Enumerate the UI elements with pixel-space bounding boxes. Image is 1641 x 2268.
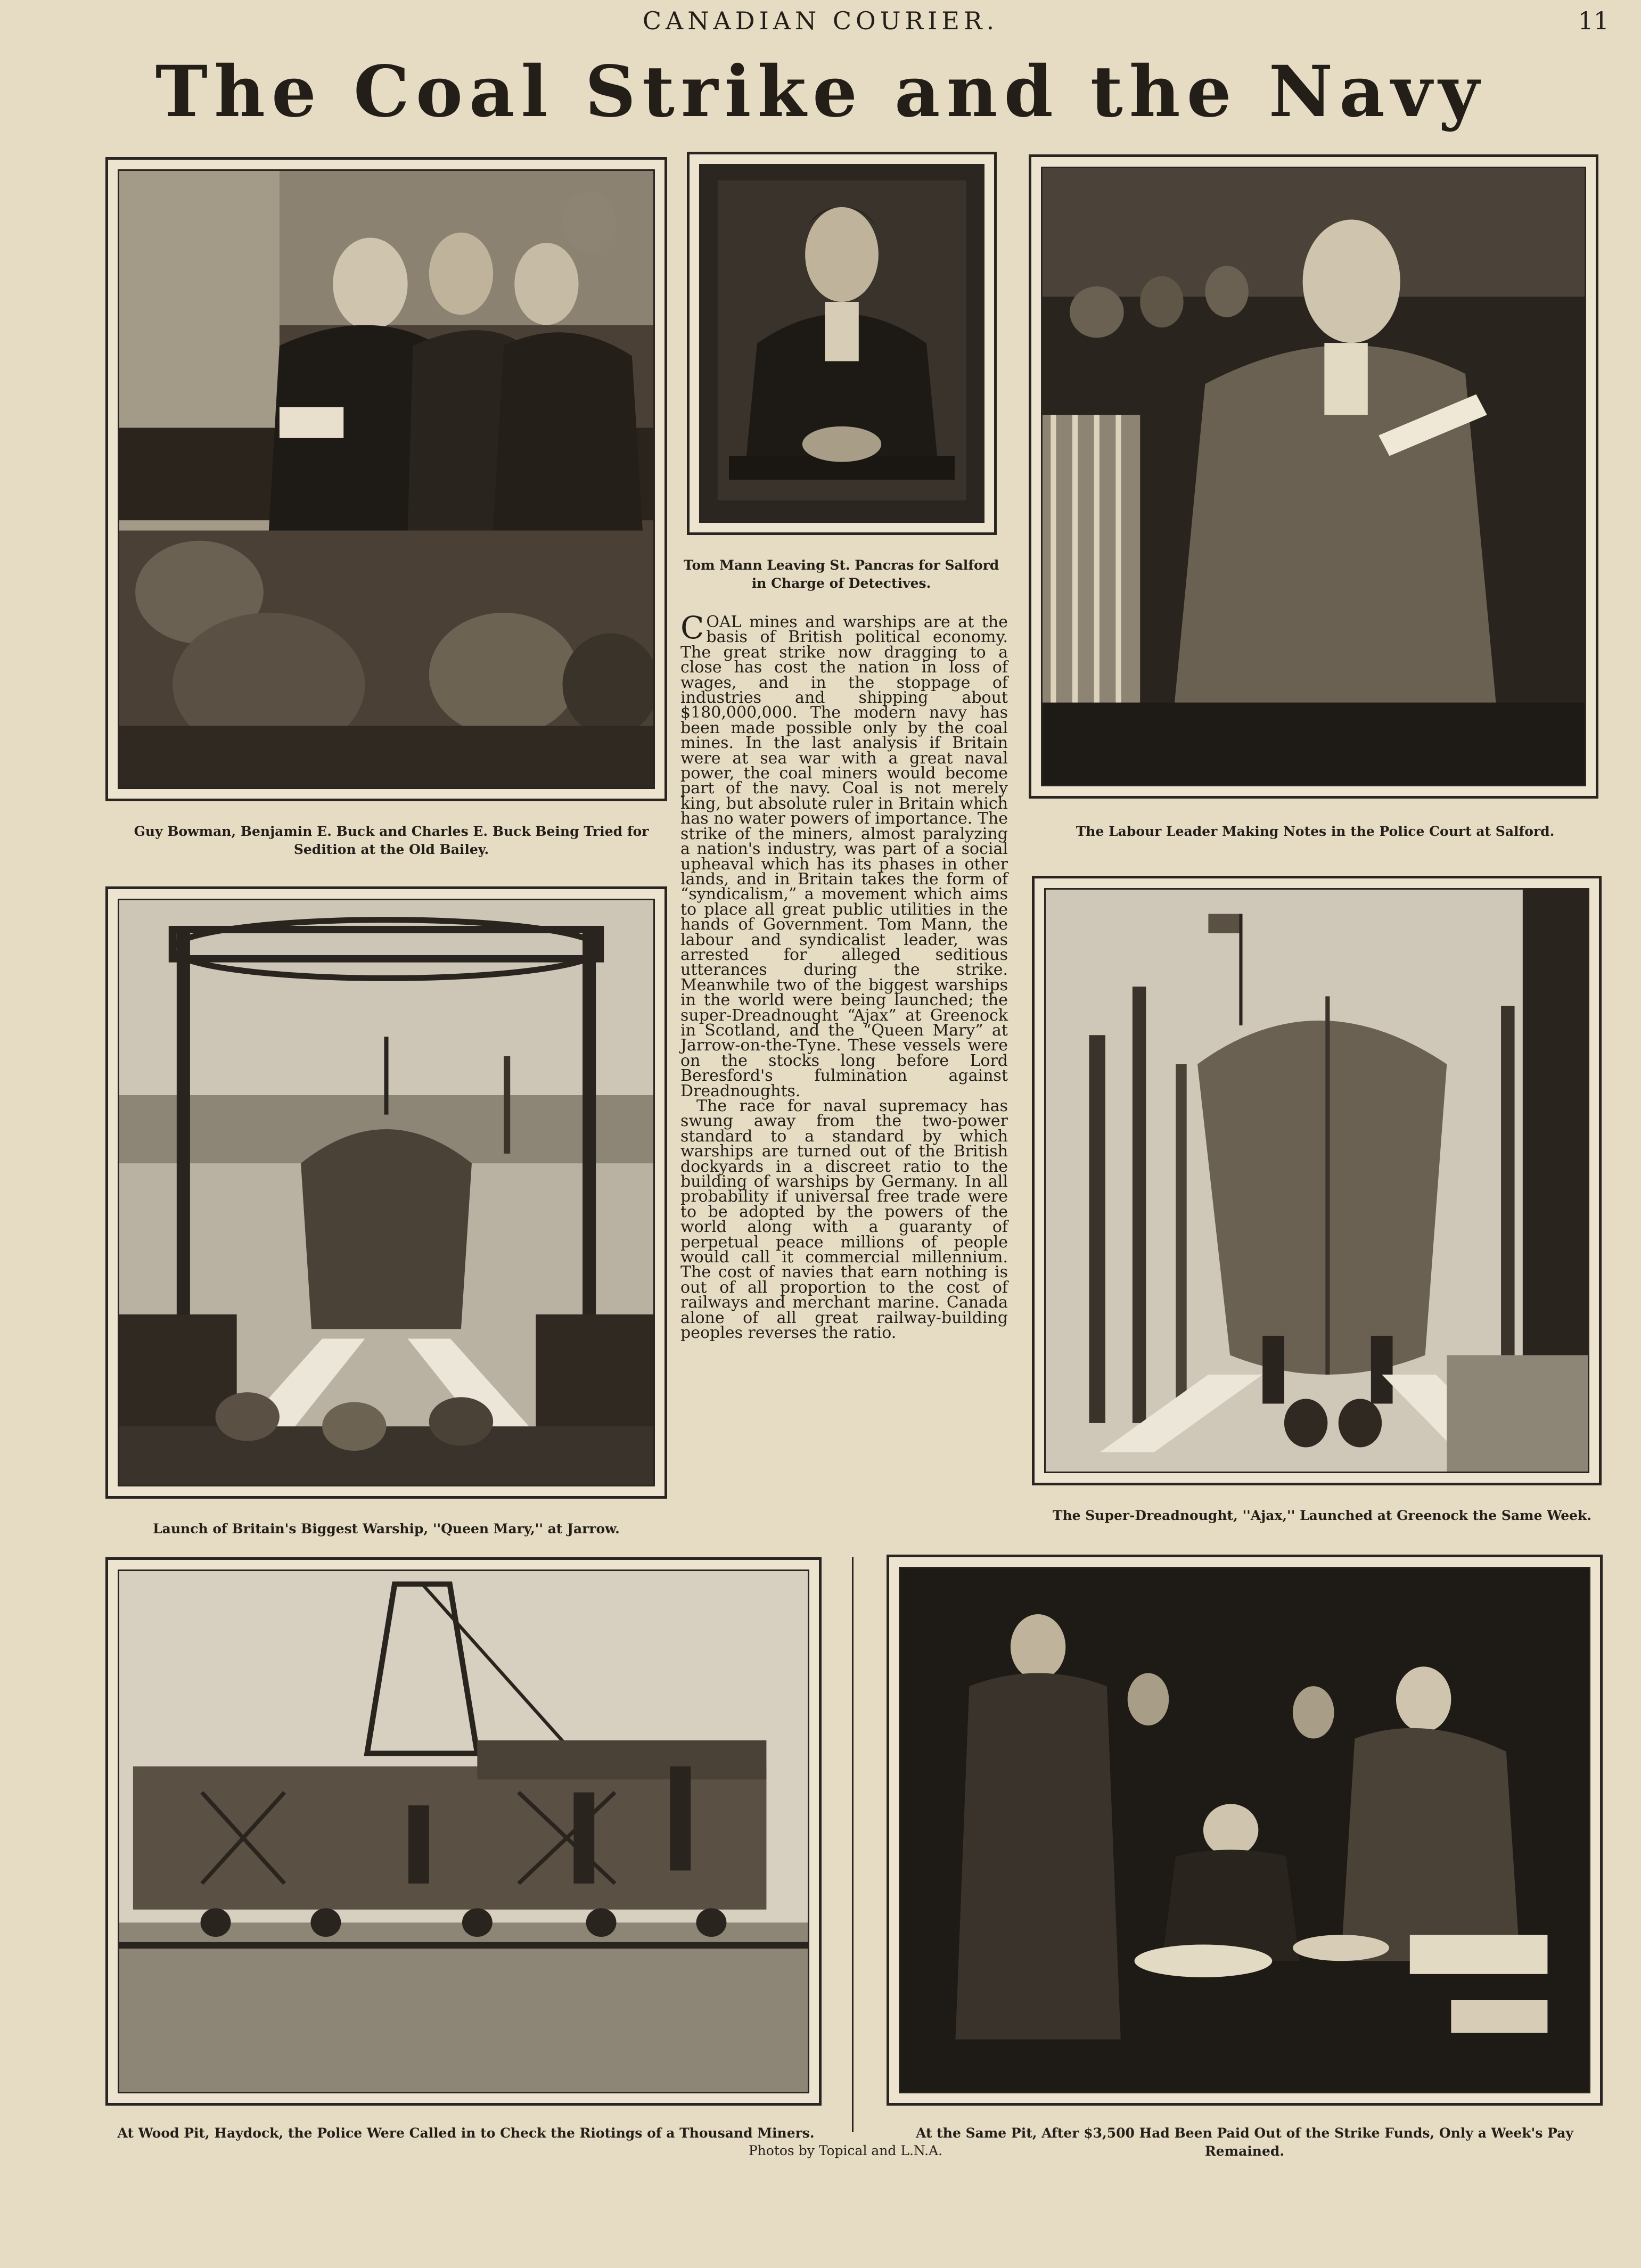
article-paragraph: COAL mines and warships are at the basis of British political economy. The great strike now dragging to a close has cost the nation in loss of wages, and in the stoppage of industries and shipping about $180,000,000. The modern navy has been made possible only by the coal mines. In the last analysis if Britain were at sea war with a great naval power, the coal miners would become part of the navy. Coal is not merely king, but absolute ruler in Britain which has no water powers of importance. The strike of the miners, almost paralyzing a nation's industry, was part of a social upheaval which has its phases in other lands, and in Britain takes the form of “syndicalism,” a movement which aims to place all great public utilities in the hands of Government. Tom Mann, the labour and syndicalist leader, was arrested for alleged seditious utterances during the strike. Meanwhile two of the biggest warships in the world were being launched; the super-Dreadnought “Ajax” at Greenock in Scotland, and the “Queen Mary” at Jarrow-on-the-Tyne. These vessels were on the stocks long before Lord Beresford's fulmination against Dreadnoughts. [680,610,1008,1100]
publication-name: CANADIAN COURIER. [642,6,999,35]
photo-wood-pit-police [105,1557,822,2106]
caption-labour-leader: The Labour Leader Making Notes in the Police Court at Salford. [1076,824,1555,839]
caption-ajax-launch: The Super-Dreadnought, ''Ajax,'' Launched at Greenock the Same Week. [1052,1508,1592,1523]
caption-wood-pit-police: At Wood Pit, Haydock, the Police Were Called in to Check the Riotings of a Thousand Miners. [117,2125,815,2141]
photo-strike-funds [887,1555,1603,2106]
photo-labour-leader [1029,154,1598,799]
article-paragraph: The race for naval supremacy has swung away from the two-power standard to a standard by which warships are turned out of the British dockyards in a discreet ratio to the building of warships by Germany. In all probability if universal free trade were to be adopted by the powers of the world along with a guaranty of perpetual peace millions of people would call it commercial millennium. The cost of navies that earn nothing is out of all proportion to the cost of railways and merchant marine. Canada alone of all great railway-building peoples reverses the ratio. [680,1097,1008,1343]
caption-trial-old-bailey: Guy Bowman, Benjamin E. Buck and Charles E. Buck Being Tried for Sedition at the Old Bailey. [134,824,649,857]
caption-strike-funds: At the Same Pit, After $3,500 Had Been Paid Out of the Strike Funds, Only a Week's Pay Remained. [916,2125,1573,2159]
running-header [0,6,1641,38]
caption-tom-mann: Tom Mann Leaving St. Pancras for Salford in Charge of Detectives. [683,557,999,591]
photo-trial-old-bailey [105,157,667,801]
photo-tom-mann [687,152,997,535]
caption-queen-mary-launch: Launch of Britain's Biggest Warship, ''Queen Mary,'' at Jarrow. [153,1521,620,1536]
photo-queen-mary-launch [105,886,667,1499]
photo-credits: Photos by Topical and L.N.A. [748,2143,943,2158]
column-rule [852,1557,854,2132]
page-title: The Coal Strike and the Navy [155,51,1486,133]
photo-ajax-launch [1032,876,1602,1485]
drop-cap: C [680,610,704,646]
article-body [680,610,1008,1343]
page-number: 11 [1578,6,1609,35]
